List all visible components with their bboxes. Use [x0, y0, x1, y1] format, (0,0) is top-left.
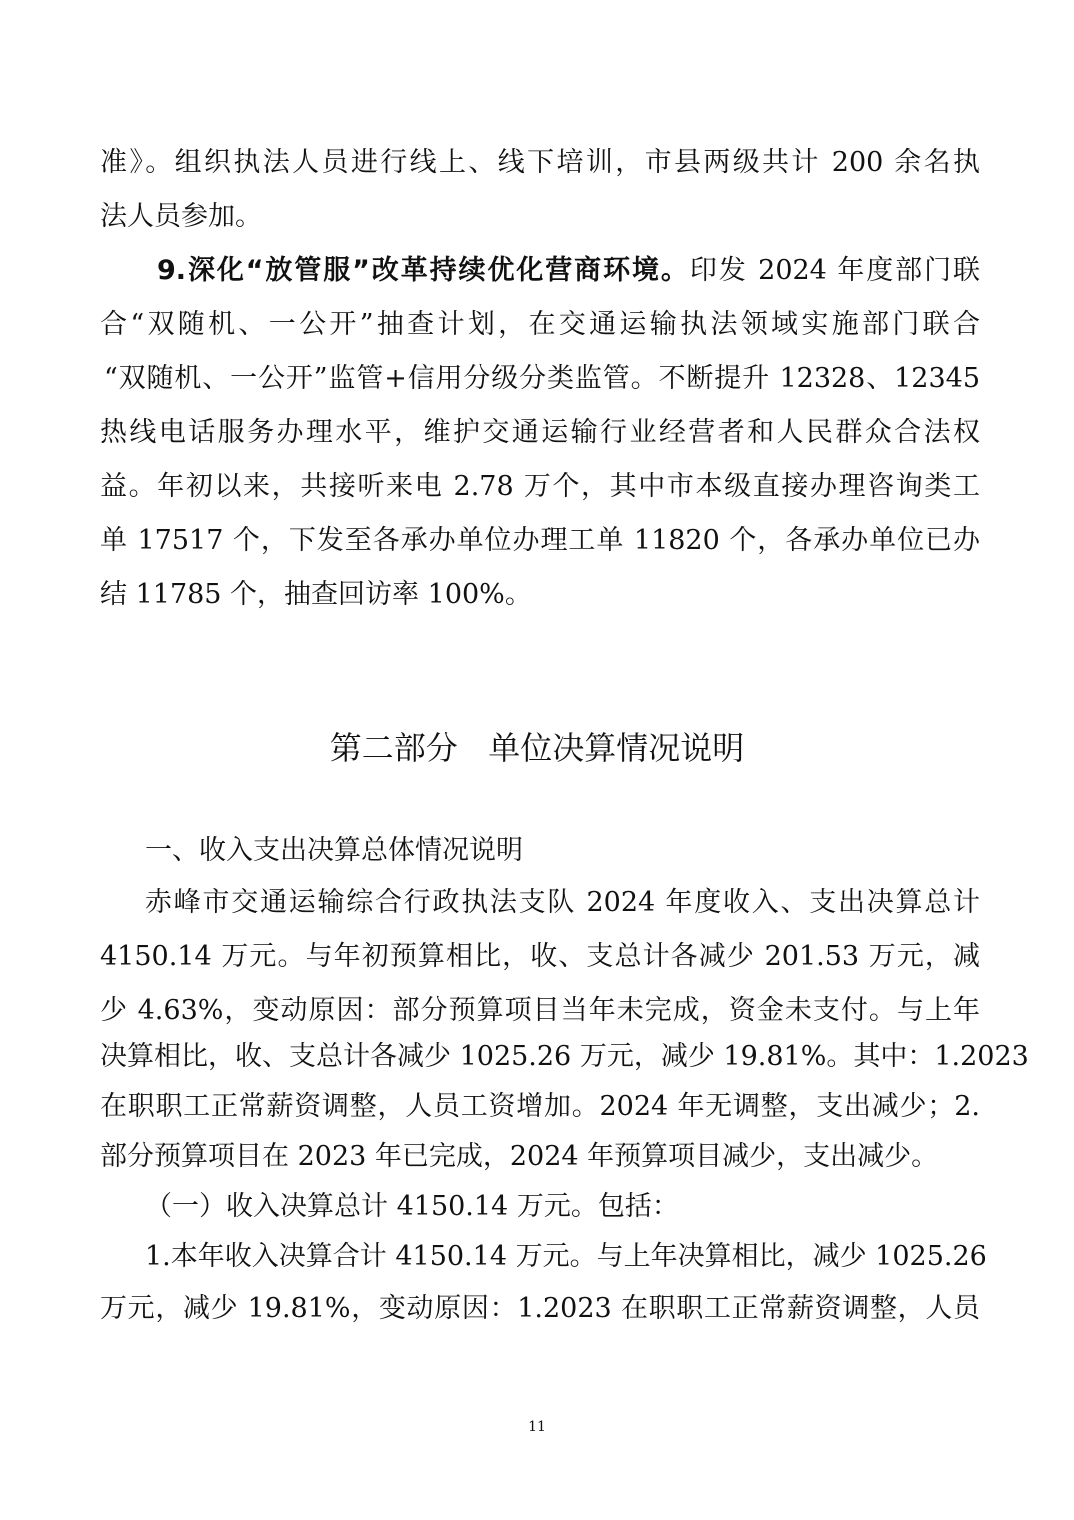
paragraph-line: 法人员参加。	[100, 201, 262, 232]
paragraph-line: 赤峰市交通运输综合行政执法支队 2024 年度收入、支出决算总计	[145, 887, 980, 918]
paragraph-line: 决算相比，收、支总计各减少 1025.26 万元，减少 19.81%。其中：1.2023	[100, 1041, 1029, 1072]
paragraph-line: 结 11785 个，抽查回访率 100%。	[100, 579, 532, 610]
paragraph-line: 合“双随机、一公开”抽查计划，在交通运输执法领域实施部门联合	[100, 309, 980, 340]
paragraph-line: “双随机、一公开”监管+信用分级分类监管。不断提升 12328、12345	[104, 363, 980, 394]
item-9-first-line	[157, 254, 980, 288]
paragraph-line: 万元，减少 19.81%，变动原因：1.2023 在职职工正常薪资调整，人员	[100, 1293, 980, 1324]
item-9-heading: 9.深化“放管服”改革持续优化营商环境。	[157, 255, 690, 286]
paragraph-line: 部分预算项目在 2023 年已完成，2024 年预算项目减少，支出减少。	[100, 1141, 939, 1172]
paragraph-line: 4150.14 万元。与年初预算相比，收、支总计各减少 201.53 万元，减	[100, 941, 980, 972]
paragraph-line: 益。年初以来，共接听来电 2.78 万个，其中市本级直接办理咨询类工	[100, 471, 980, 502]
paragraph-line: 在职职工正常薪资调整，人员工资增加。2024 年无调整，支出减少；2.	[100, 1091, 980, 1122]
paragraph-line: 单 17517 个，下发至各承办单位办理工单 11820 个，各承办单位已办	[100, 525, 980, 556]
part-title: 第二部分 单位决算情况说明	[329, 729, 745, 767]
paragraph-line: 1.本年收入决算合计 4150.14 万元。与上年决算相比，减少 1025.26	[145, 1241, 987, 1272]
section-1-heading: 一、收入支出决算总体情况说明	[145, 835, 523, 866]
paragraph-line: 少 4.63%，变动原因：部分预算项目当年未完成，资金未支付。与上年	[100, 995, 980, 1026]
paragraph-line: 准》。组织执法人员进行线上、线下培训，市县两级共计 200 余名执	[100, 147, 980, 178]
paragraph-line: 热线电话服务办理水平，维护交通运输行业经营者和人民群众合法权	[100, 417, 980, 448]
subsection-1-line: （一）收入决算总计 4150.14 万元。包括：	[145, 1191, 679, 1222]
item-9-first-line-rest: 印发 2024 年度部门联	[689, 255, 980, 286]
page-number: 11	[528, 1419, 546, 1435]
